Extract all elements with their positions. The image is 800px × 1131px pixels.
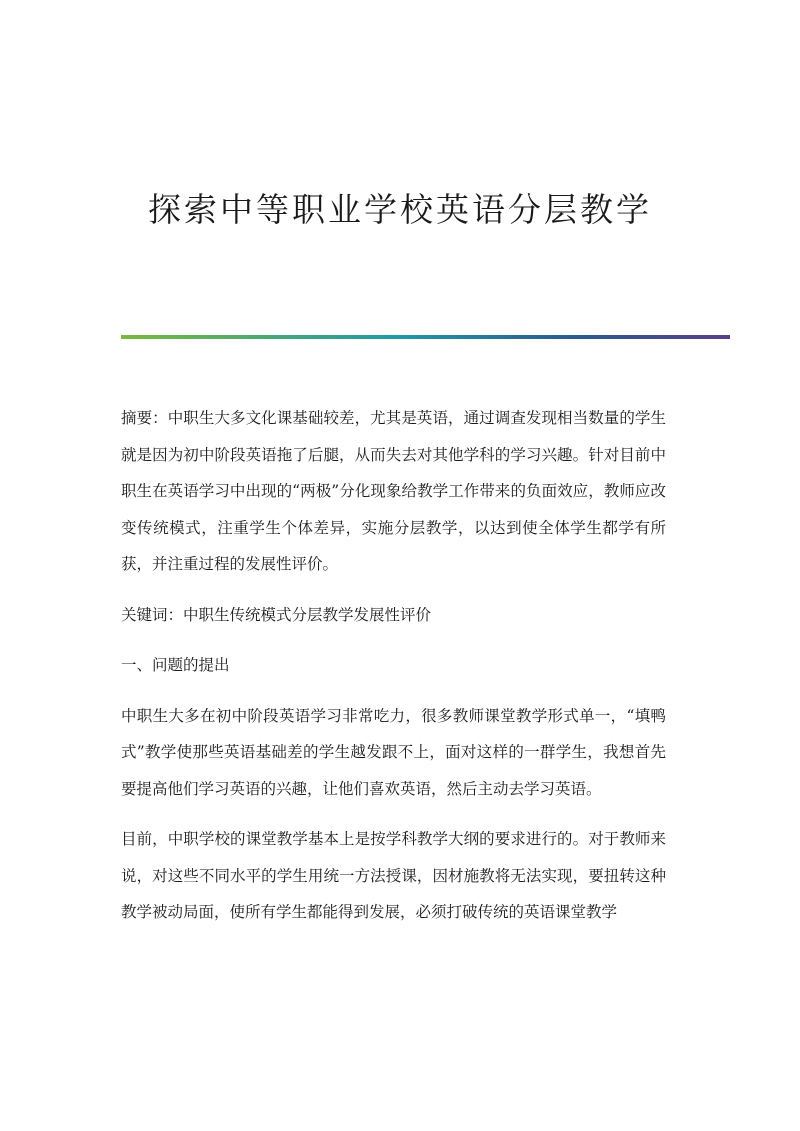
document-body (121, 400, 666, 945)
title-divider (121, 335, 730, 339)
abstract-paragraph: 摘要：中职生大多文化课基础较差，尤其是英语，通过调查发现相当数量的学生就是因为初中阶段英语拖了后腿，从而失去对其他学科的学习兴趣。针对目前中职生在英语学习中出现的“两极”分化现象给教学工作带来的负面效应，教师应改变传统模式，注重学生个体差异，实施分层教学，以达到使全体学生都学有所获，并注重过程的发展性评价。 (121, 409, 666, 573)
document-title: 探索中等职业学校英语分层教学 (148, 190, 652, 229)
body-paragraph-1: 中职生大多在初中阶段英语学习非常吃力，很多教师课堂教学形式单一，“填鸭式”教学使那些英语基础差的学生越发跟不上，面对这样的一群学生，我想首先要提高他们学习英语的兴趣，让他们喜欢英语，然后主动去学习英语。 (121, 706, 666, 798)
section-heading: 一、问题的提出 (121, 656, 230, 674)
body-paragraph-2: 目前，中职学校的课堂教学基本上是按学科教学大纲的要求进行的。对于教师来说，对这些不同水平的学生用统一方法授课，因材施教将无法实现，要扭转这种教学被动局面，使所有学生都能得到发展，必须打破传统的英语课堂教学 (121, 830, 666, 921)
keywords-line: 关键词：中职生传统模式分层教学发展性评价 (121, 605, 432, 624)
